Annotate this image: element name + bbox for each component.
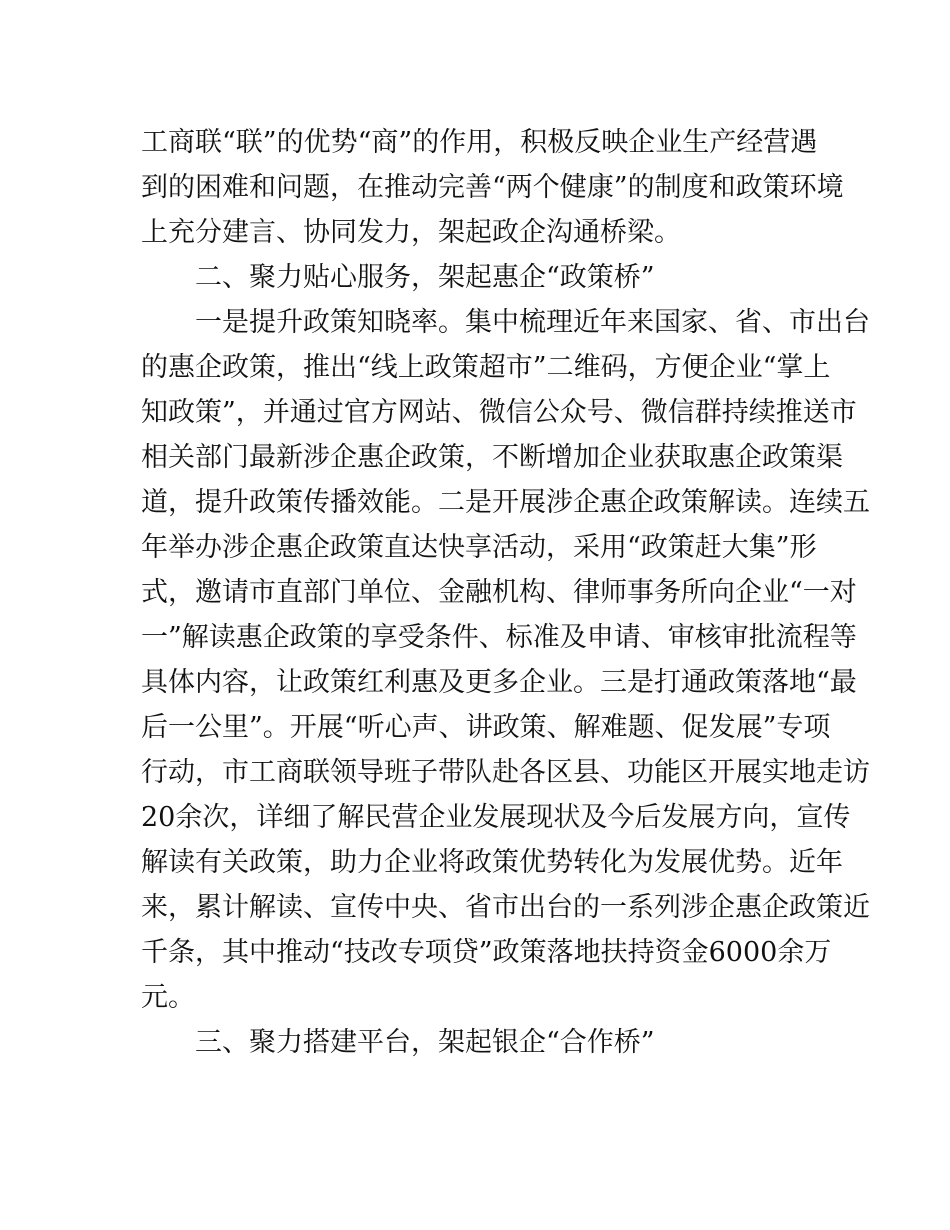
section-heading: 三、聚力搭建平台，架起银企“合作桥”	[195, 1027, 655, 1058]
paragraph-line: 来，累计解读、宣传中央、省市出台的一系列涉企惠企政策近	[141, 892, 870, 923]
paragraph-line: 解读有关政策，助力企业将政策优势转化为发展优势。近年	[141, 847, 843, 878]
paragraph-line: 一”解读惠企政策的享受条件、标准及申请、审核审批流程等	[141, 622, 857, 653]
paragraph-line: 道，提升政策传播效能。二是开展涉企惠企政策解读。连续五	[141, 487, 870, 518]
paragraph-line: 到的困难和问题，在推动完善“两个健康”的制度和政策环境	[141, 172, 844, 203]
paragraph-line: 20余次，详细了解民营企业发展现状及今后发展方向，宣传	[141, 802, 851, 833]
paragraph-line: 知政策”，并通过官方网站、微信公众号、微信群持续推送市	[141, 397, 857, 428]
paragraph-line: 后一公里”。开展“听心声、讲政策、解难题、促发展”专项	[141, 712, 831, 743]
paragraph-line: 具体内容，让政策红利惠及更多企业。三是打通政策落地“最	[141, 667, 857, 698]
paragraph-line: 元。	[141, 982, 195, 1013]
paragraph-line: 工商联“联”的优势“商”的作用，积极反映企业生产经营遇	[141, 127, 818, 158]
paragraph-line: 上充分建言、协同发力，架起政企沟通桥梁。	[141, 217, 681, 248]
paragraph-line: 相关部门最新涉企惠企政策，不断增加企业获取惠企政策渠	[141, 442, 843, 473]
paragraph-line: 的惠企政策，推出“线上政策超市”二维码，方便企业“掌上	[141, 352, 831, 383]
section-heading: 二、聚力贴心服务，架起惠企“政策桥”	[195, 262, 655, 293]
paragraph-line: 千条，其中推动“技改专项贷”政策落地扶持资金6000余万	[141, 937, 832, 968]
paragraph-line: 年举办涉企惠企政策直达快享活动，采用“政策赶大集”形	[141, 532, 817, 563]
paragraph-line: 式，邀请市直部门单位、金融机构、律师事务所向企业“一对	[141, 577, 857, 608]
paragraph-line: 一是提升政策知晓率。集中梳理近年来国家、省、市出台	[195, 307, 870, 338]
paragraph-line: 行动，市工商联领导班子带队赴各区县、功能区开展实地走访	[141, 757, 870, 788]
